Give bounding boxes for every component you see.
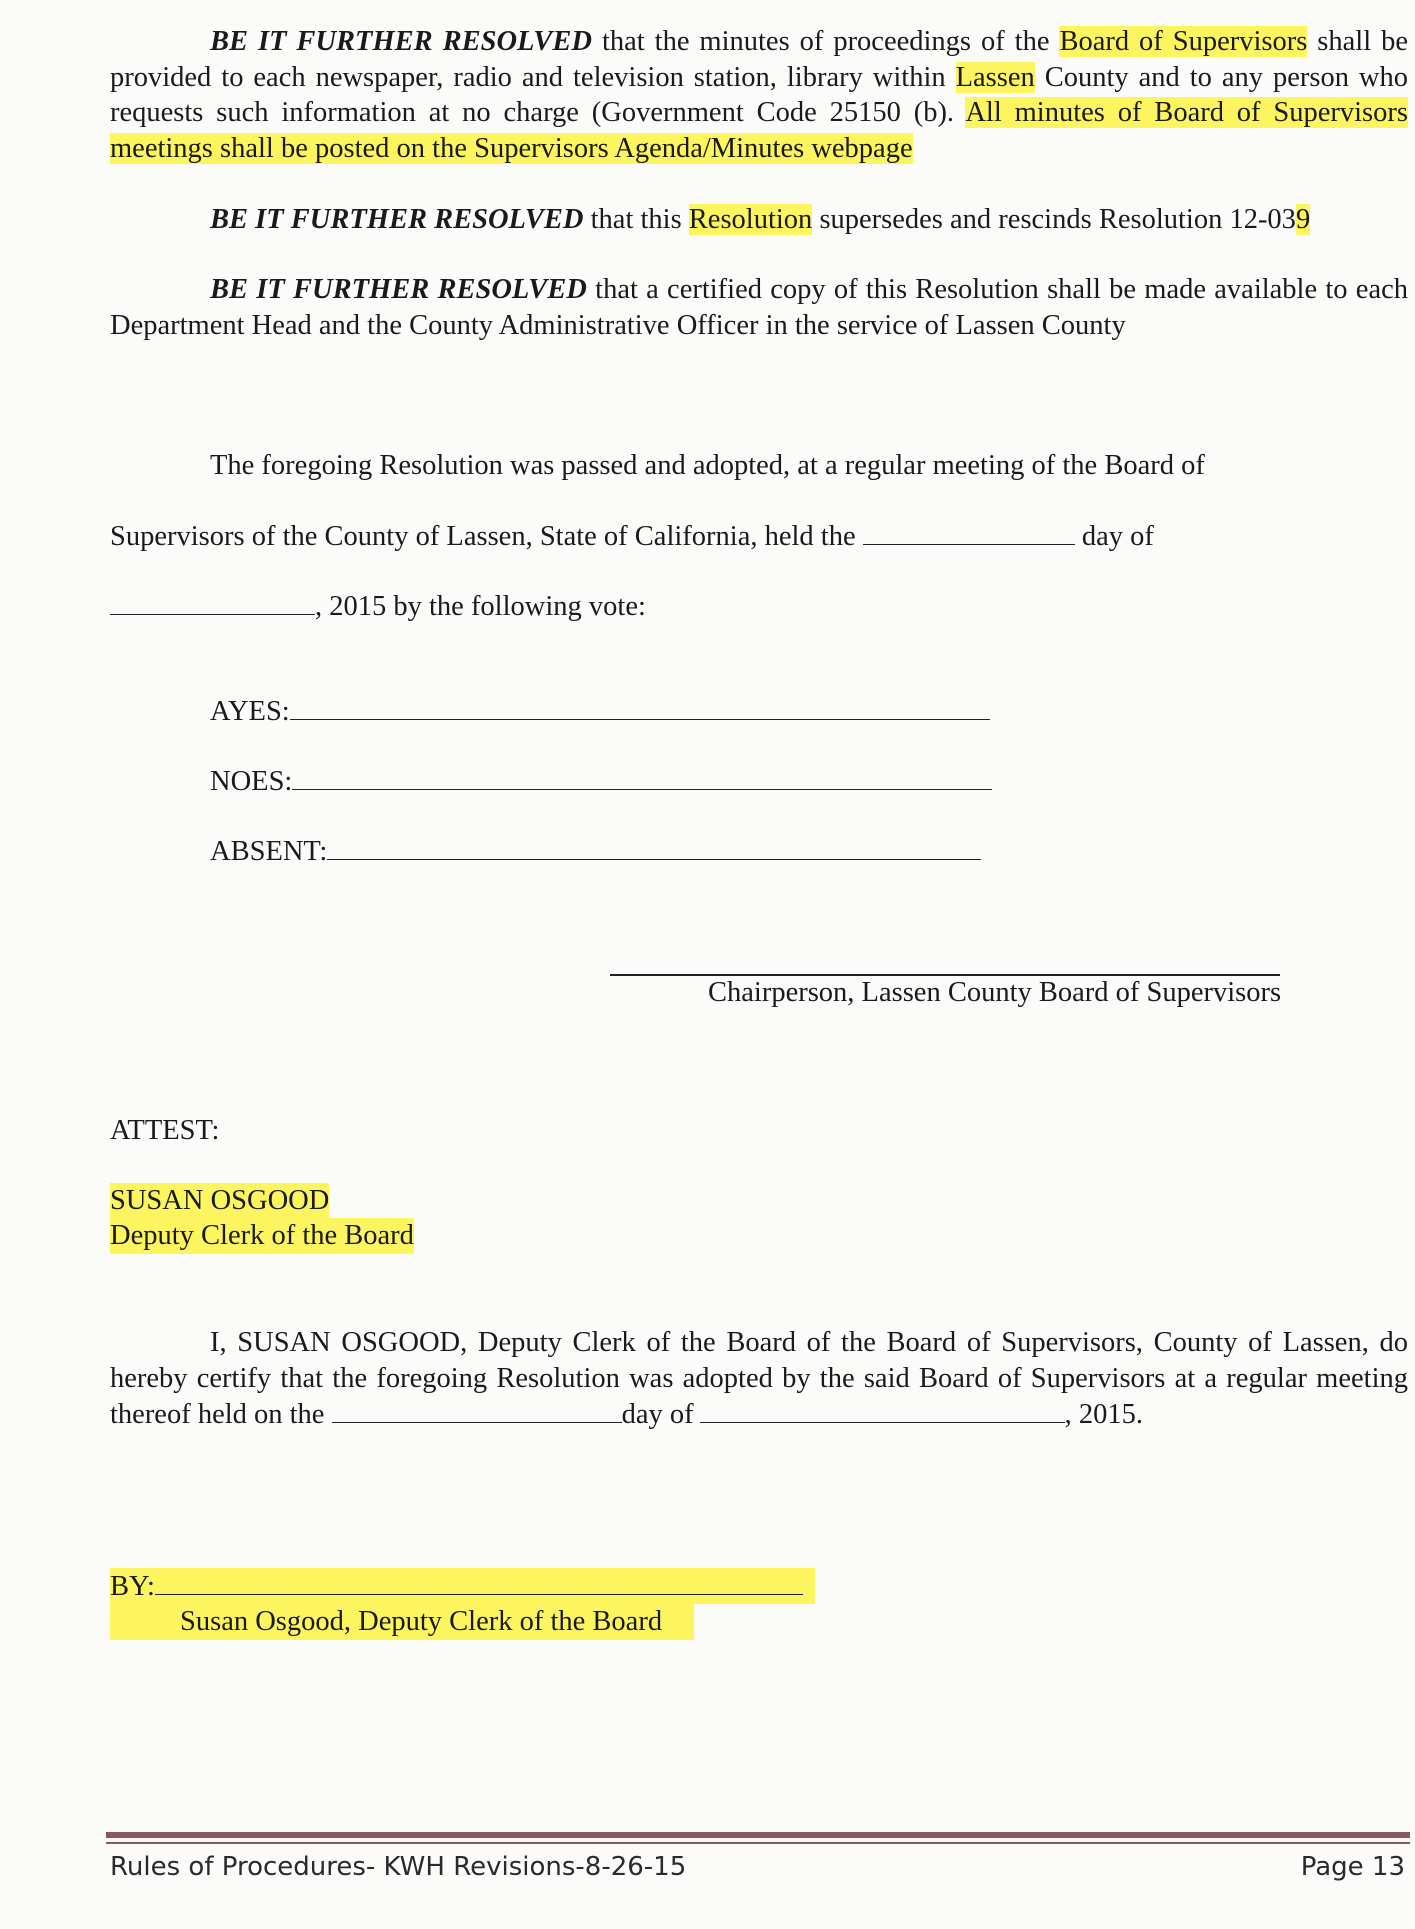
footer-rule-thin (106, 1842, 1410, 1844)
certification-day-blank (332, 1396, 622, 1423)
certification-month-blank (700, 1396, 1065, 1423)
by-name-row (110, 1604, 694, 1640)
highlight-lassen: Lassen (955, 61, 1035, 93)
noes-blank (292, 763, 992, 790)
footer-title: Rules of Procedures- KWH Revisions-8-26-15 (110, 1852, 687, 1882)
absent-blank (327, 833, 981, 860)
highlight-minutes-webpage: All minutes of Board of Supervisors meetings shall be posted on the Supervisors Agenda/Minutes webpage (110, 97, 1408, 164)
certification-paragraph: I, SUSAN OSGOOD, Deputy Clerk of the Board of the Board of Supervisors, County of Lassen, do hereby certify that the foregoing Resolution was adopted by the said Board of Supervisors at a regular meeting thereof held on the day of , 2015. (110, 1327, 1408, 1430)
vote-absent: ABSENT: (210, 833, 981, 870)
by-name: Susan Osgood, Deputy Clerk of the Board (180, 1606, 663, 1637)
resolution-paragraph-supersedes: BE IT FURTHER RESOLVED that this Resolution supersedes and rescinds Resolution 12-039 (210, 204, 1311, 235)
vote-ayes: AYES: (210, 693, 990, 730)
by-blank (155, 1568, 803, 1595)
attest-label: ATTEST: (110, 1115, 220, 1146)
footer-page-number: Page 13 (1300, 1852, 1405, 1882)
highlight-digit: 9 (1295, 204, 1311, 235)
resolution-paragraph-certified-copy: BE IT FURTHER RESOLVED that a certified copy of this Resolution shall be made available to each Department Head and the County Administrative Officer in the service of Lassen County (110, 274, 1408, 341)
resolved-lead: BE IT FURTHER RESOLVED (210, 26, 592, 57)
resolved-lead: BE IT FURTHER RESOLVED (210, 274, 587, 305)
footer-rule-thick (106, 1832, 1410, 1838)
adoption-line-3: , 2015 by the following vote: (110, 588, 646, 625)
highlight-board-of-supervisors: Board of Supervisors (1059, 26, 1308, 57)
vote-noes: NOES: (210, 763, 992, 800)
by-signature-line: BY: (110, 1568, 815, 1604)
meeting-month-blank (110, 588, 315, 615)
attest-title: Deputy Clerk of the Board (110, 1218, 414, 1254)
ayes-blank (290, 693, 990, 720)
adoption-line-2: Supervisors of the County of Lassen, State of California, held the day of (110, 518, 1154, 555)
resolution-paragraph-minutes: BE IT FURTHER RESOLVED that the minutes of proceedings of the Board of Supervisors shall be provided to each newspaper, radio and television station, library within Lassen County and to any person who requests such information at no charge (Government Code 25150 (b). All minutes of Board of Supervisors meetings shall be posted on the Supervisors Agenda/Minutes webpage (110, 26, 1408, 164)
chair-signature-caption: Chairperson, Lassen County Board of Supervisors (708, 977, 1282, 1008)
adoption-line-1: The foregoing Resolution was passed and adopted, at a regular meeting of the Board of (210, 450, 1205, 481)
meeting-day-blank (863, 518, 1075, 545)
highlight-resolution: Resolution (688, 204, 813, 235)
resolved-lead: BE IT FURTHER RESOLVED (210, 204, 584, 235)
attest-name: SUSAN OSGOOD (110, 1183, 329, 1219)
